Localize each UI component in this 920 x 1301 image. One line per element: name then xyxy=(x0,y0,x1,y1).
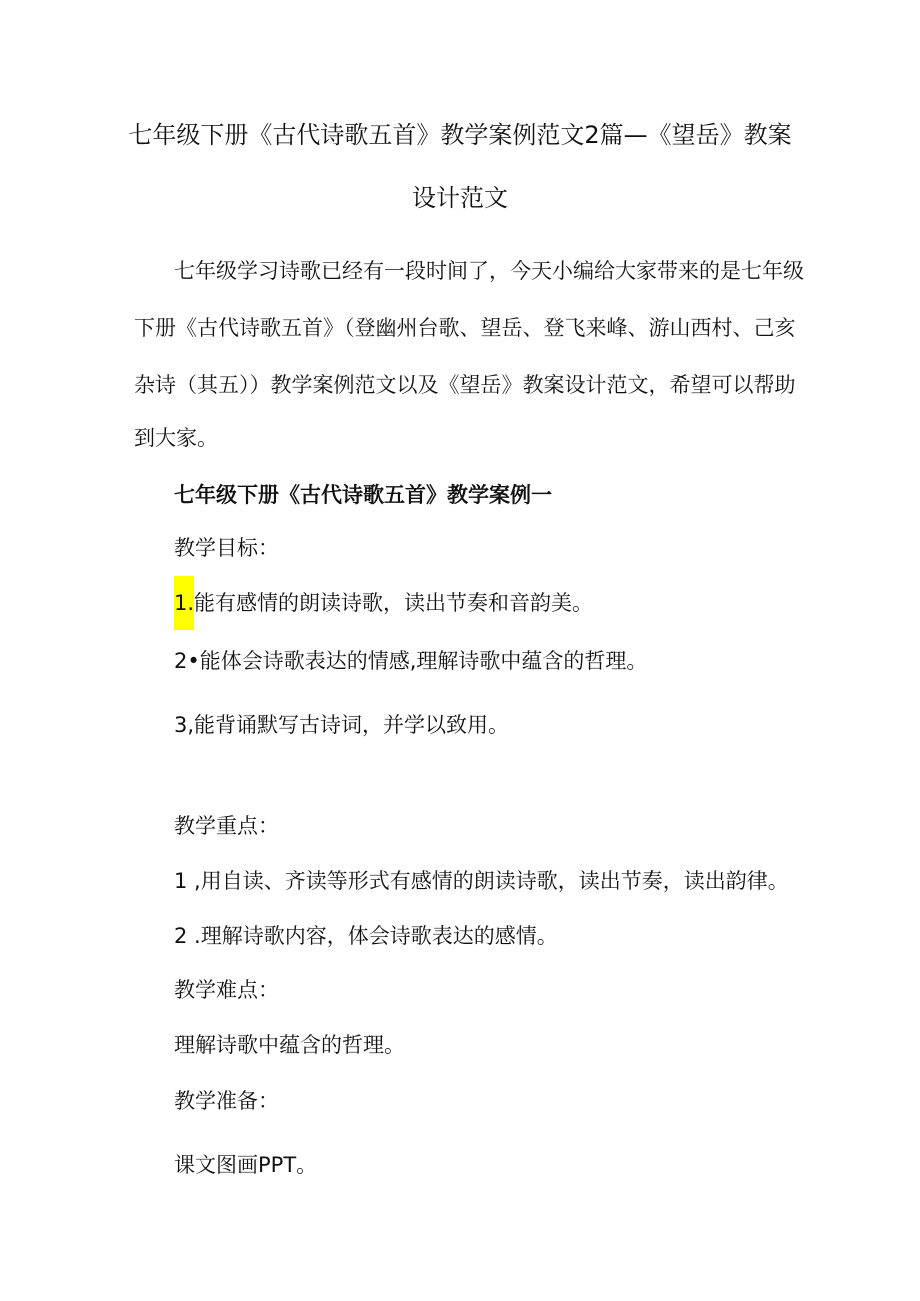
key-point-1: 1 ,用自读、齐读等形式有感情的朗读诗歌，读出节奏，读出韵律。 xyxy=(174,869,789,893)
key-point-2: 2 .理解诗歌内容，体会诗歌表达的感情。 xyxy=(174,924,558,948)
goal-1-text: 能有感情的朗读诗歌，读出节奏和音韵美。 xyxy=(194,591,594,615)
section-heading: 七年级下册《古代诗歌五首》教学案例一 xyxy=(174,483,552,507)
prep-label: 教学准备： xyxy=(174,1089,279,1113)
intro-line-2: 下册《古代诗歌五首》（登幽州台歌、望岳、登飞来峰、游山西村、己亥 xyxy=(134,316,796,340)
document-title-line-1: 七年级下册《古代诗歌五首》教学案例范文2篇—《望岳》教案 xyxy=(128,121,792,149)
goal-1-number-highlight: 1. xyxy=(174,576,194,630)
difficulty-text: 理解诗歌中蕴含的哲理。 xyxy=(174,1033,405,1057)
document-title-line-2: 设计范文 xyxy=(412,184,508,212)
goal-item-2: 2•能体会诗歌表达的情感,理解诗歌中蕴含的哲理。 xyxy=(174,649,648,673)
difficulty-label: 教学难点： xyxy=(174,978,279,1002)
goal-item-1 xyxy=(174,588,593,618)
intro-line-3: 杂诗（其五））教学案例范文以及《望岳》教案设计范文，希望可以帮助 xyxy=(134,373,796,397)
prep-text: 课文图画PPT。 xyxy=(174,1153,318,1177)
intro-line-1: 七年级学习诗歌已经有一段时间了，今天小编给大家带来的是七年级 xyxy=(174,259,804,283)
key-points-label: 教学重点： xyxy=(174,814,279,838)
goal-item-3: 3,能背诵默写古诗词，并学以致用。 xyxy=(174,713,510,737)
intro-line-4: 到大家。 xyxy=(134,426,218,450)
goals-label: 教学目标： xyxy=(174,536,279,560)
